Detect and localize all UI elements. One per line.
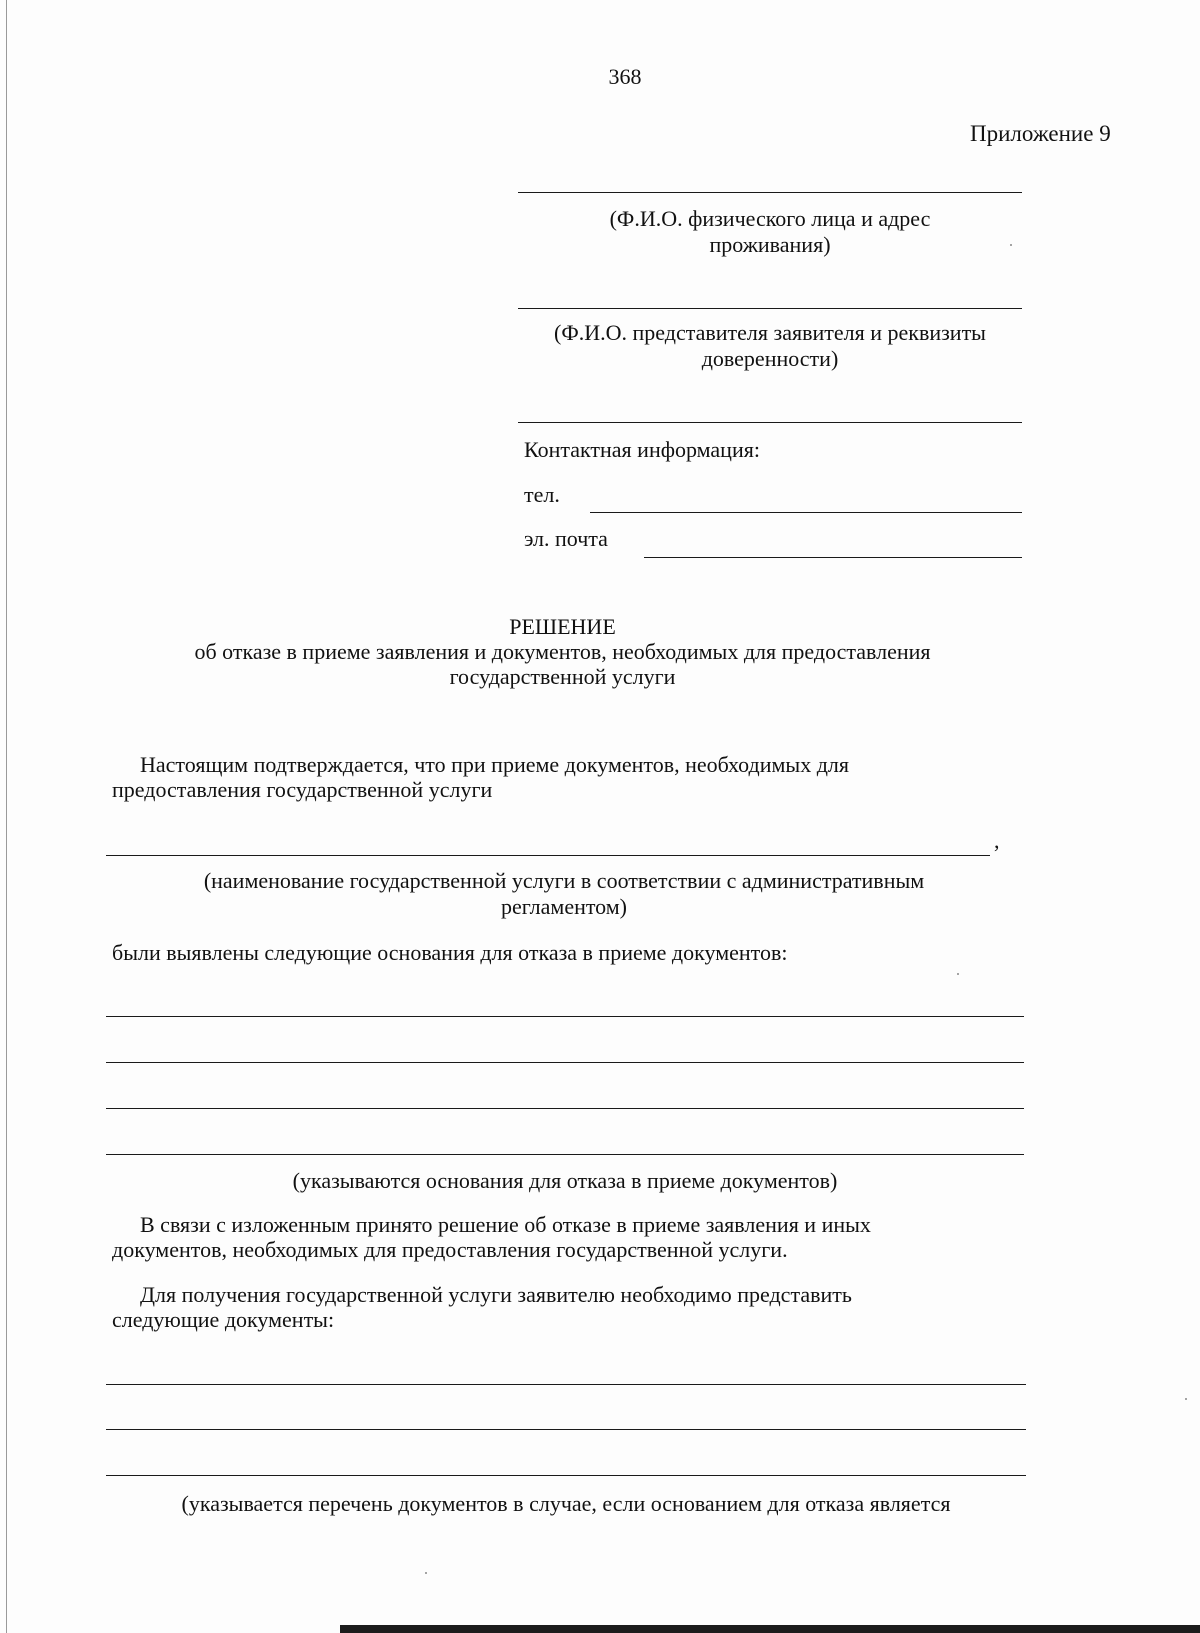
scan-left-edge <box>6 0 7 1633</box>
service-name-line <box>106 855 990 856</box>
person-caption-line-1: (Ф.И.О. физического лица и адрес <box>609 206 931 231</box>
scan-speck <box>425 1572 427 1574</box>
required-docs-line-b <box>106 1429 1026 1430</box>
service-caption-line-1: (наименование государственной услуги в соответствии с административным <box>203 868 925 893</box>
phone-line <box>590 512 1022 513</box>
service-caption-line-2: регламентом) <box>500 894 628 919</box>
scan-bottom-edge <box>340 1625 1200 1633</box>
grounds-line-4 <box>106 1154 1024 1155</box>
grounds-line-2 <box>106 1062 1024 1063</box>
representative-caption-line-1: (Ф.И.О. представителя заявителя и реквизиты <box>554 320 986 345</box>
scan-speck <box>957 973 959 975</box>
required-docs-line-2: следующие документы: <box>112 1307 335 1332</box>
docs-list-caption: (указывается перечень документов в случае, если основанием для отказа является <box>181 1491 951 1516</box>
intro-line-1: Настоящим подтверждается, что при приеме документов, необходимых для <box>140 752 850 777</box>
appendix-label: Приложение 9 <box>970 121 1111 146</box>
representative-caption-line-2: доверенности) <box>701 346 839 371</box>
decision-line-1: В связи с изложенным принято решение об отказе в приеме заявления и иных <box>140 1212 871 1237</box>
grounds-intro: были выявлены следующие основания для отказа в приеме документов: <box>112 940 788 965</box>
person-name-line <box>518 192 1022 193</box>
contact-separator-line <box>518 422 1022 423</box>
email-line <box>644 557 1022 558</box>
email-label: эл. почта <box>524 526 608 551</box>
grounds-caption: (указываются основания для отказа в приеме документов) <box>292 1168 838 1193</box>
grounds-line-1 <box>106 1016 1024 1017</box>
page-number: 368 <box>608 64 642 89</box>
phone-label: тел. <box>524 482 560 507</box>
scan-speck <box>1185 1398 1187 1400</box>
required-docs-line-1: Для получения государственной услуги заявителю необходимо представить <box>140 1282 852 1307</box>
contact-heading: Контактная информация: <box>524 437 760 462</box>
document-title: РЕШЕНИЕ <box>509 614 616 639</box>
document-subtitle-line-1: об отказе в приеме заявления и документов, необходимых для предоставления <box>194 639 931 664</box>
intro-line-2: предоставления государственной услуги <box>112 777 493 802</box>
representative-line <box>518 308 1022 309</box>
required-docs-line-a <box>106 1384 1026 1385</box>
grounds-line-3 <box>106 1108 1024 1109</box>
decision-line-2: документов, необходимых для предоставления государственной услуги. <box>112 1237 788 1262</box>
document-subtitle-line-2: государственной услуги <box>449 664 676 689</box>
person-caption-line-2: проживания) <box>709 232 831 257</box>
required-docs-line-c <box>106 1475 1026 1476</box>
service-name-comma: , <box>994 828 1000 853</box>
